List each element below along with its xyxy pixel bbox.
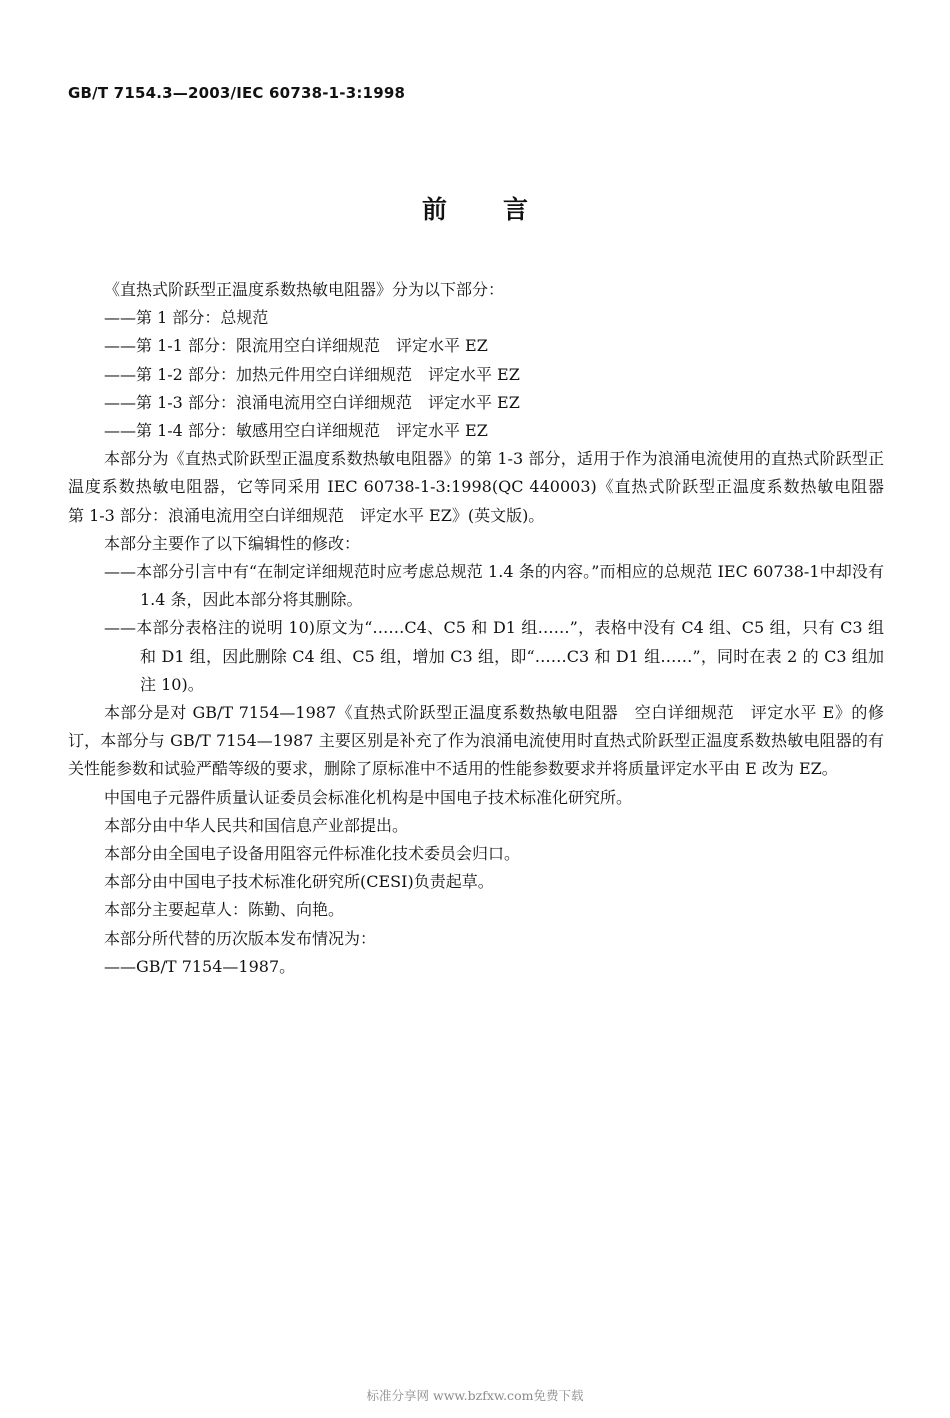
list-item: ——本部分引言中有“在制定详细规范时应考虑总规范 1.4 条的内容。”而相应的总规范 IEC 60738-1中却没有 1.4 条，因此本部分将其删除。 — [104, 562, 884, 610]
closing-paragraph: 本部分由中国电子技术标准化研究所(CESI)负责起草。 — [104, 872, 494, 892]
closing-paragraph: 本部分由全国电子设备用阻容元件标准化技术委员会归口。 — [104, 844, 521, 864]
closing-paragraph: 本部分所代替的历次版本发布情况为： — [104, 928, 377, 948]
scope-paragraph: 本部分为《直热式阶跃型正温度系数热敏电阻器》的第 1-3 部分，适用于作为浪涌电流使用的直热式阶跃型正温度系数热敏电阻器，它等同采用 IEC 60738-1-3:1998(QC 440003)《直热式阶跃型正温度系数热敏电阻器 第 1-3 部分：浪涌电流用空白详细规范 评定水平 EZ》(英文版)。 — [68, 449, 901, 525]
intro-paragraph: 《直热式阶跃型正温度系数热敏电阻器》分为以下部分： — [104, 280, 505, 299]
previous-version-item: ——GB/T 7154—1987。 — [104, 956, 296, 976]
footer-watermark: 标准分享网 www.bzfxw.com免费下载 — [366, 1388, 584, 1403]
page-title: 前言 — [421, 195, 584, 224]
closing-paragraph: 中国电子元器件质量认证委员会标准化机构是中国电子技术标准化研究所。 — [104, 787, 633, 807]
revision-paragraph: 本部分是对 GB/T 7154—1987《直热式阶跃型正温度系数热敏电阻器 空白详细规范 评定水平 E》的修订，本部分与 GB/T 7154—1987 主要区别是补充了作为浪涌电流使用时直热式阶跃型正温度系数热敏电阻器的有关性能参数和试验严酷等级的要求，删除了原标准中不适用的性能参数要求并将质量评定水平由 E 改为 EZ。 — [68, 703, 884, 779]
foreword-body — [68, 276, 901, 981]
list-item: ——第 1-2 部分：加热元件用空白详细规范 评定水平 EZ — [104, 364, 520, 384]
list-item: ——第 1-1 部分：限流用空白详细规范 评定水平 EZ — [104, 336, 488, 356]
closing-paragraph: 本部分主要起草人：陈勤、向艳。 — [104, 900, 345, 920]
list-item: ——本部分表格注的说明 10)原文为“……C4、C5 和 D1 组……”，表格中没有 C4 组、C5 组，只有 C3 组和 D1 组，因此删除 C4 组、C5 组，增加 C3 组，即“……C3 和 D1 组……”，同时在表 2 的 C3 组加注 10)。 — [104, 618, 884, 694]
list-item: ——第 1-3 部分：浪涌电流用空白详细规范 评定水平 EZ — [104, 392, 520, 412]
changes-list — [68, 558, 884, 699]
parts-list — [68, 304, 884, 445]
standard-number: GB/T 7154.3—2003/IEC 60738-1-3:1998 — [68, 84, 406, 102]
list-item: ——第 1 部分：总规范 — [104, 308, 269, 328]
changes-intro-paragraph: 本部分主要作了以下编辑性的修改： — [104, 533, 361, 553]
list-item: ——第 1-4 部分：敏感用空白详细规范 评定水平 EZ — [104, 421, 488, 441]
closing-paragraph: 本部分由中华人民共和国信息产业部提出。 — [104, 815, 409, 835]
